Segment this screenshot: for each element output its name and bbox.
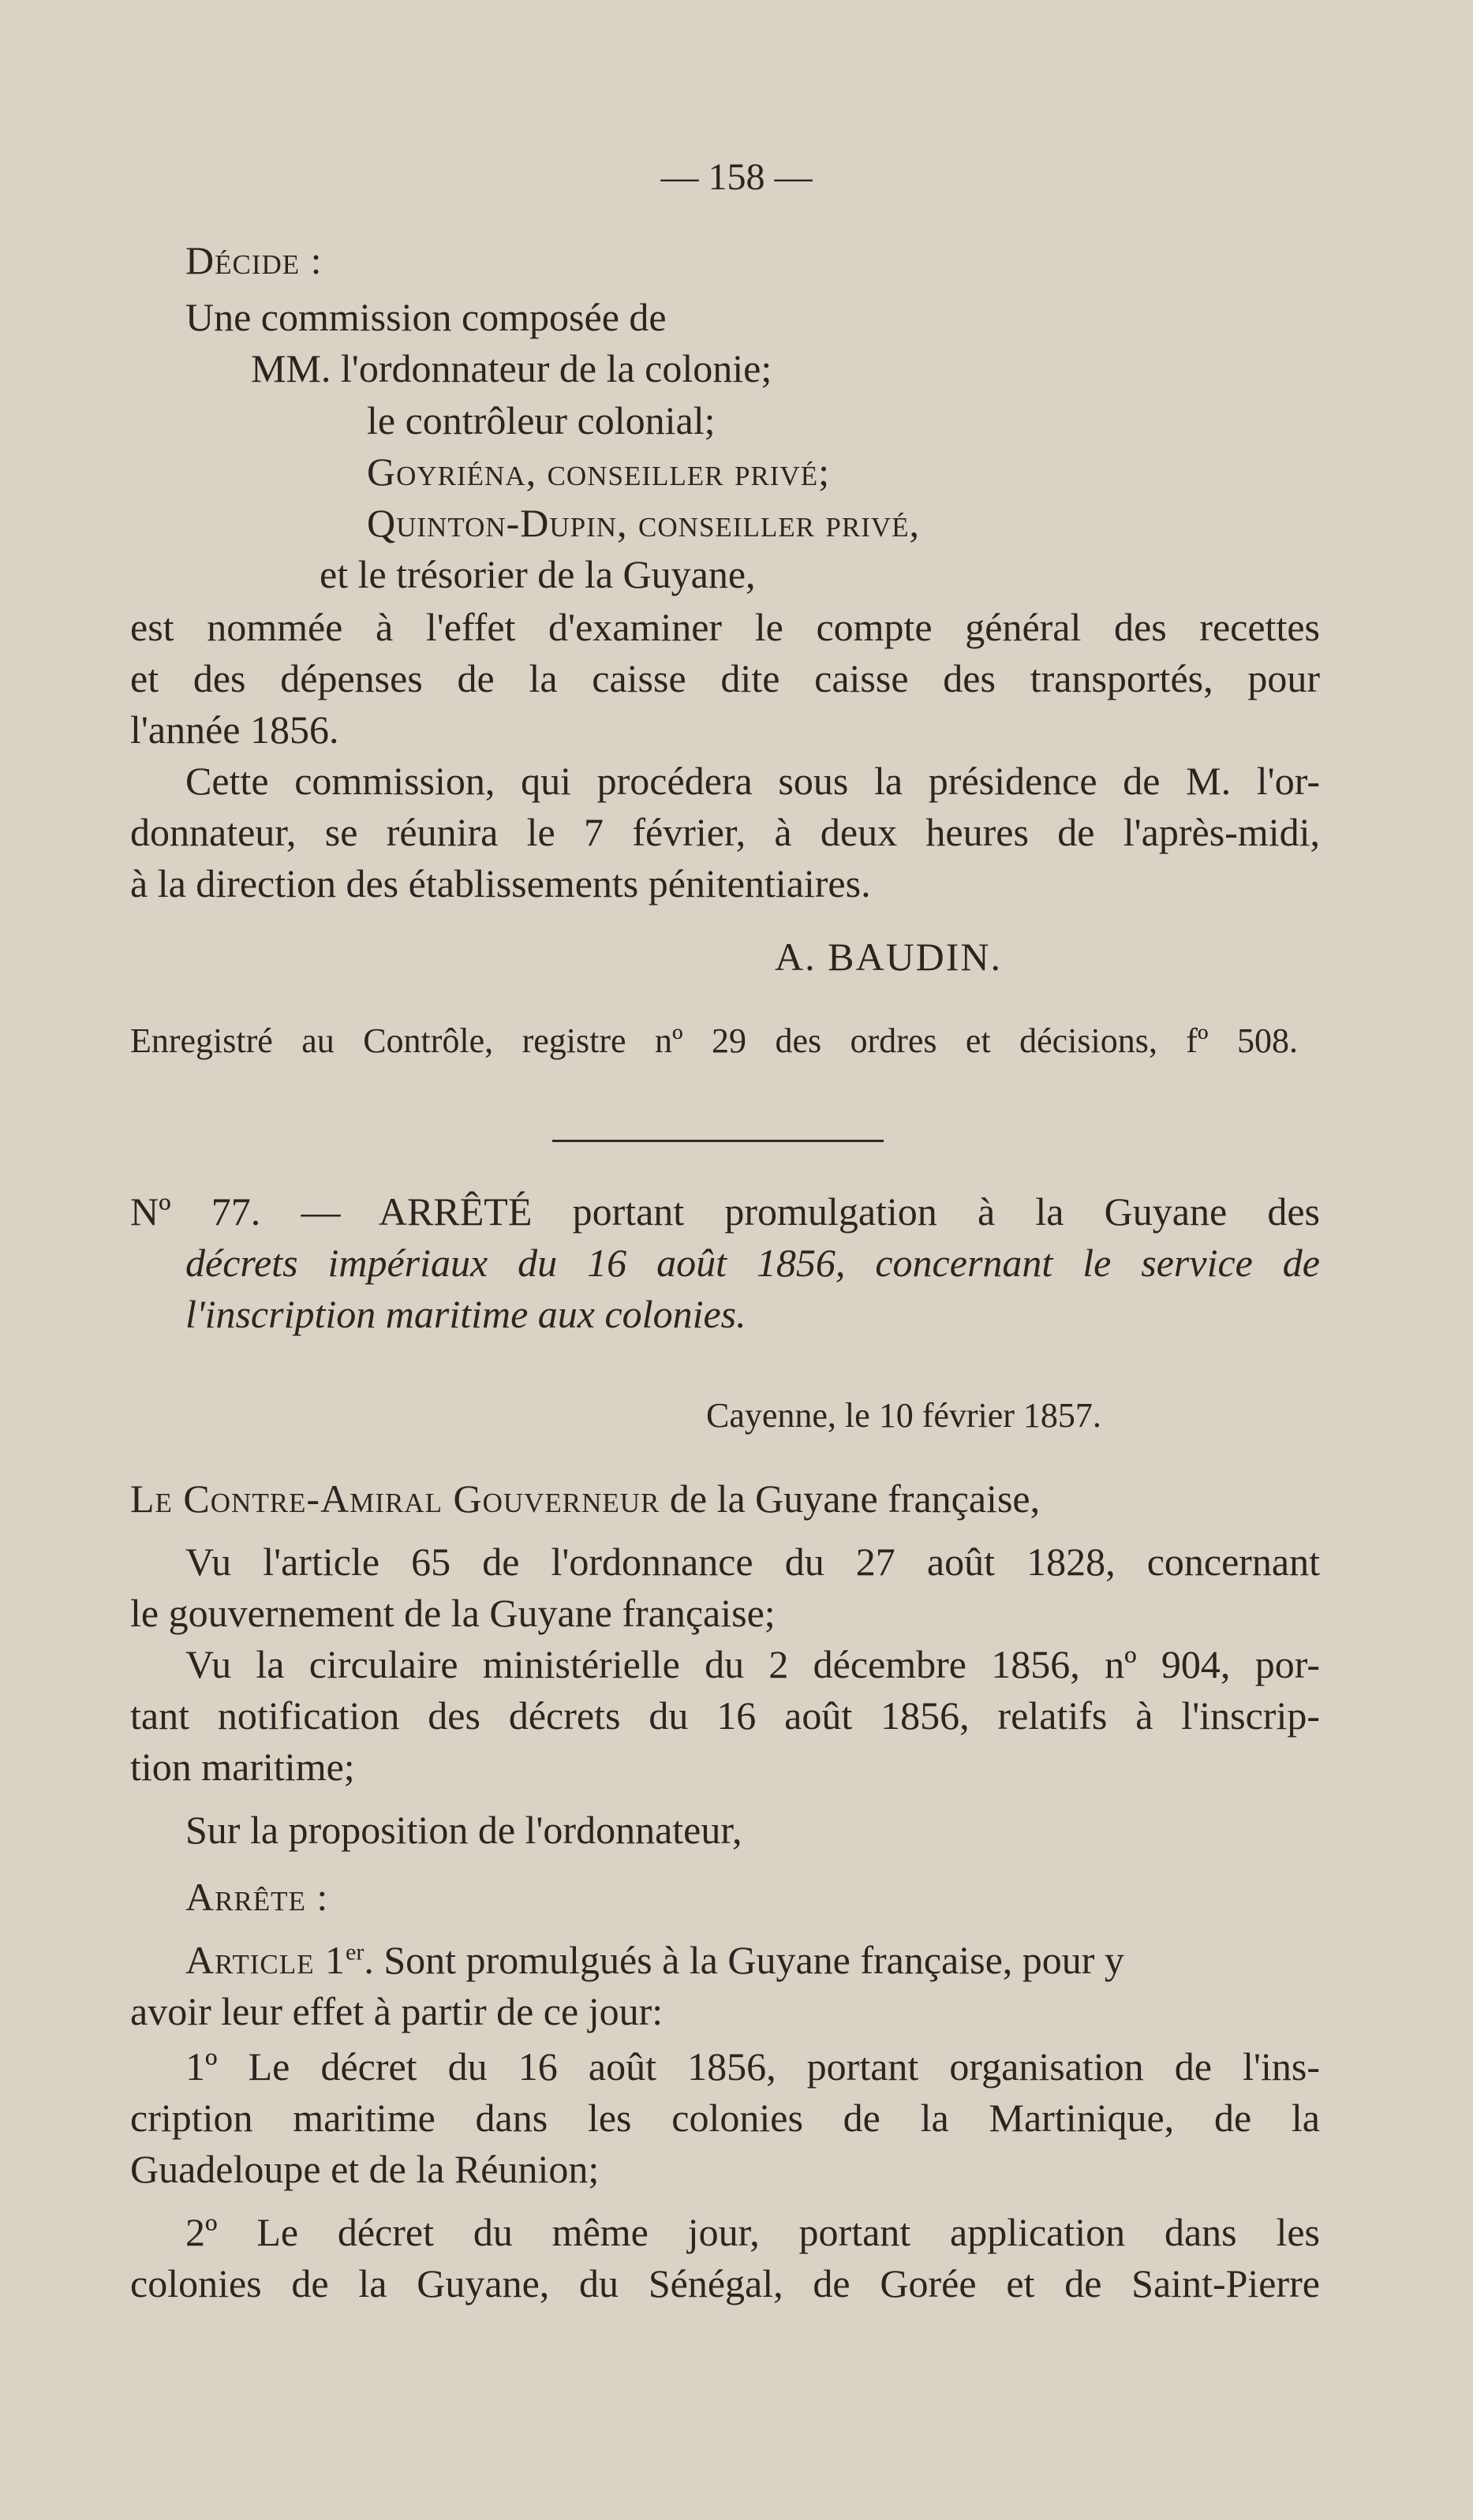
article-text: . Sont promulgués à la Guyane française, pour y bbox=[364, 1938, 1124, 1982]
registration-note: Enregistré au Contrôle, registre nº 29 des ordres et décisions, fº 508. bbox=[130, 1021, 1298, 1060]
decide-heading: Décide : bbox=[185, 238, 323, 282]
body-line: et des dépenses de la caisse dite caisse des transportés, pour bbox=[130, 656, 1320, 700]
governor-title: Le Contre-Amiral Gouverneur bbox=[130, 1477, 660, 1521]
commission-intro: Une commission composée de bbox=[185, 295, 667, 339]
article-line: cription maritime dans les colonies de la Martinique, de la bbox=[130, 2096, 1320, 2140]
article-first-line bbox=[185, 1936, 1320, 1984]
decree-title-line: décrets impériaux du 16 août 1856, concernant le service de bbox=[185, 1241, 1320, 1285]
section-divider bbox=[552, 1140, 884, 1142]
article-label: Article 1 bbox=[185, 1938, 346, 1982]
article-line: colonies de la Guyane, du Sénégal, de Gorée et de Saint-Pierre bbox=[130, 2261, 1320, 2305]
body-line: l'année 1856. bbox=[130, 707, 339, 752]
body-line: Cette commission, qui procédera sous la présidence de M. l'or- bbox=[185, 759, 1320, 803]
body-line: à la direction des établissements pénitentiaires. bbox=[130, 861, 871, 905]
body-line: est nommée à l'effet d'examiner le compte général des recettes bbox=[130, 605, 1320, 649]
body-line: tant notification des décrets du 16 août 1856, relatifs à l'inscrip- bbox=[130, 1693, 1320, 1738]
body-line: Vu l'article 65 de l'ordonnance du 27 août 1828, concernant bbox=[185, 1540, 1320, 1584]
body-line: Vu la circulaire ministérielle du 2 décembre 1856, nº 904, por- bbox=[185, 1642, 1320, 1686]
body-line: donnateur, se réunira le 7 février, à deux heures de l'après-midi, bbox=[130, 810, 1320, 854]
article-line: Guadeloupe et de la Réunion; bbox=[130, 2147, 600, 2191]
member-line: Quinton-Dupin, conseiller privé, bbox=[367, 501, 921, 545]
member-line: Goyriéna, conseiller privé; bbox=[367, 450, 830, 494]
decree-title-line: l'inscription maritime aux colonies. bbox=[185, 1292, 746, 1336]
decree-date: Cayenne, le 10 février 1857. bbox=[706, 1396, 1101, 1435]
article-line: 2º Le décret du même jour, portant application dans les bbox=[185, 2210, 1320, 2254]
governor-line bbox=[130, 1475, 1040, 1522]
member-line: et le trésorier de la Guyane, bbox=[320, 552, 756, 596]
body-line: le gouvernement de la Guyane française; bbox=[130, 1591, 776, 1635]
article-line: avoir leur effet à partir de ce jour: bbox=[130, 1989, 664, 2033]
member-line: le contrôleur colonial; bbox=[367, 398, 716, 442]
signature: A. BAUDIN. bbox=[775, 935, 1003, 979]
member-line: MM. l'ordonnateur de la colonie; bbox=[251, 346, 772, 390]
arrete-heading: Arrête : bbox=[185, 1875, 329, 1919]
article-line: 1º Le décret du 16 août 1856, portant organisation de l'ins- bbox=[185, 2044, 1320, 2089]
governor-rest: de la Guyane française, bbox=[669, 1477, 1041, 1521]
body-line: tion maritime; bbox=[130, 1745, 355, 1789]
page-number: — 158 — bbox=[660, 156, 813, 198]
article-sup: er bbox=[346, 1939, 365, 1966]
body-line: Sur la proposition de l'ordonnateur, bbox=[185, 1808, 742, 1852]
decree-title-line: Nº 77. — ARRÊTÉ portant promulgation à la Guyane des bbox=[130, 1189, 1320, 1234]
